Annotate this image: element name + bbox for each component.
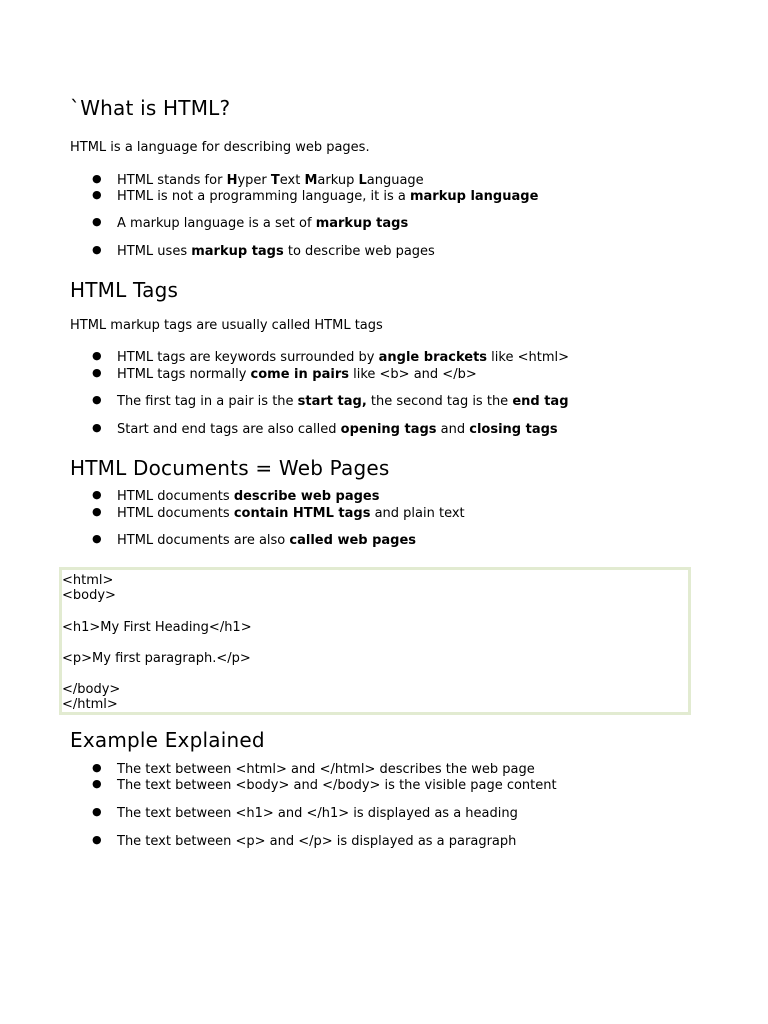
code-line: <html> [62,573,114,588]
bullet-icon: ● [92,188,102,201]
bullet-icon: ● [92,215,102,228]
bullet-icon: ● [92,488,102,501]
list-item-text [117,506,465,521]
text-run: The text between <h1> and </h1> is displayed as a heading [117,806,518,821]
text-run: HTML uses [117,244,192,259]
list-item-text [117,244,435,259]
emphasis-text: H [226,173,238,188]
list-item-text [117,489,380,504]
text-run: The first tag in a pair is the [117,394,298,409]
code-line: </body> [62,682,121,697]
code-example-box [59,567,691,715]
page-title: `What is HTML? [70,96,231,120]
bullet-icon: ● [92,505,102,518]
text-run: the second tag is the [366,394,513,409]
text-run: Start and end tags are also called [117,422,341,437]
emphasis-text: called web pages [289,533,417,548]
text-run: HTML tags normally [117,367,251,382]
emphasis-text: start tag, [297,394,367,409]
list-item-text [117,350,569,365]
list-item-text [117,367,477,382]
list-item-text [117,834,516,849]
list-item-text [117,189,538,204]
emphasis-text: contain HTML tags [233,506,371,521]
emphasis-text: end tag [512,394,569,409]
section-heading-example-explained: Example Explained [70,728,265,752]
list-item-text [117,394,569,409]
list-item-text [117,173,424,188]
text-run: like <b> and </b> [348,367,477,382]
text-run: to describe web pages [283,244,435,259]
bullet-icon: ● [92,421,102,434]
emphasis-text: closing tags [469,422,558,437]
bullet-icon: ● [92,777,102,790]
text-run: The text between <p> and </p> is displayed as a paragraph [117,834,517,849]
list-item-text [117,778,557,793]
section-heading-html-documents: HTML Documents = Web Pages [70,456,390,480]
bullet-icon: ● [92,393,102,406]
bullet-icon: ● [92,349,102,362]
emphasis-text: markup tags [315,216,409,231]
bullet-icon: ● [92,833,102,846]
list-item-text [117,762,535,777]
emphasis-text: markup language [409,189,539,204]
emphasis-text: T [270,173,280,188]
text-run: HTML tags are keywords surrounded by [117,350,379,365]
code-line: <body> [62,588,116,603]
code-line: </html> [62,697,118,712]
text-run: The text between <html> and </html> describes the web page [117,762,535,777]
emphasis-text: M [304,173,318,188]
emphasis-text: come in pairs [250,367,349,382]
emphasis-text: L [358,173,367,188]
bullet-icon: ● [92,805,102,818]
list-item-text [117,216,408,231]
text-run: and [436,422,470,437]
text-run: HTML documents [117,489,234,504]
text-run: The text between <body> and </body> is the visible page content [117,778,557,793]
bullet-icon: ● [92,532,102,545]
bullet-icon: ● [92,366,102,379]
code-line: <h1>My First Heading</h1> [62,620,252,635]
emphasis-text: markup tags [191,244,284,259]
text-run: arkup [317,173,359,188]
text-run: yper [237,173,271,188]
text-run: anguage [366,173,424,188]
tags-intro-paragraph: HTML markup tags are usually called HTML tags [70,318,383,333]
code-line: <p>My first paragraph.</p> [62,651,251,666]
bullet-icon: ● [92,172,102,185]
intro-paragraph: HTML is a language for describing web pages. [70,140,370,155]
text-run: HTML documents [117,506,234,521]
list-item-text [117,422,558,437]
text-run: HTML documents are also [117,533,290,548]
bullet-icon: ● [92,243,102,256]
text-run: ext [279,173,305,188]
emphasis-text: opening tags [340,422,437,437]
text-run: and plain text [370,506,465,521]
emphasis-text: describe web pages [233,489,380,504]
text-run: HTML stands for [117,173,227,188]
text-run: HTML is not a programming language, it is a [117,189,410,204]
emphasis-text: angle brackets [378,350,488,365]
text-run: like <html> [487,350,569,365]
bullet-icon: ● [92,761,102,774]
list-item-text [117,806,518,821]
section-heading-html-tags: HTML Tags [70,278,179,302]
list-item-text [117,533,416,548]
text-run: A markup language is a set of [117,216,316,231]
